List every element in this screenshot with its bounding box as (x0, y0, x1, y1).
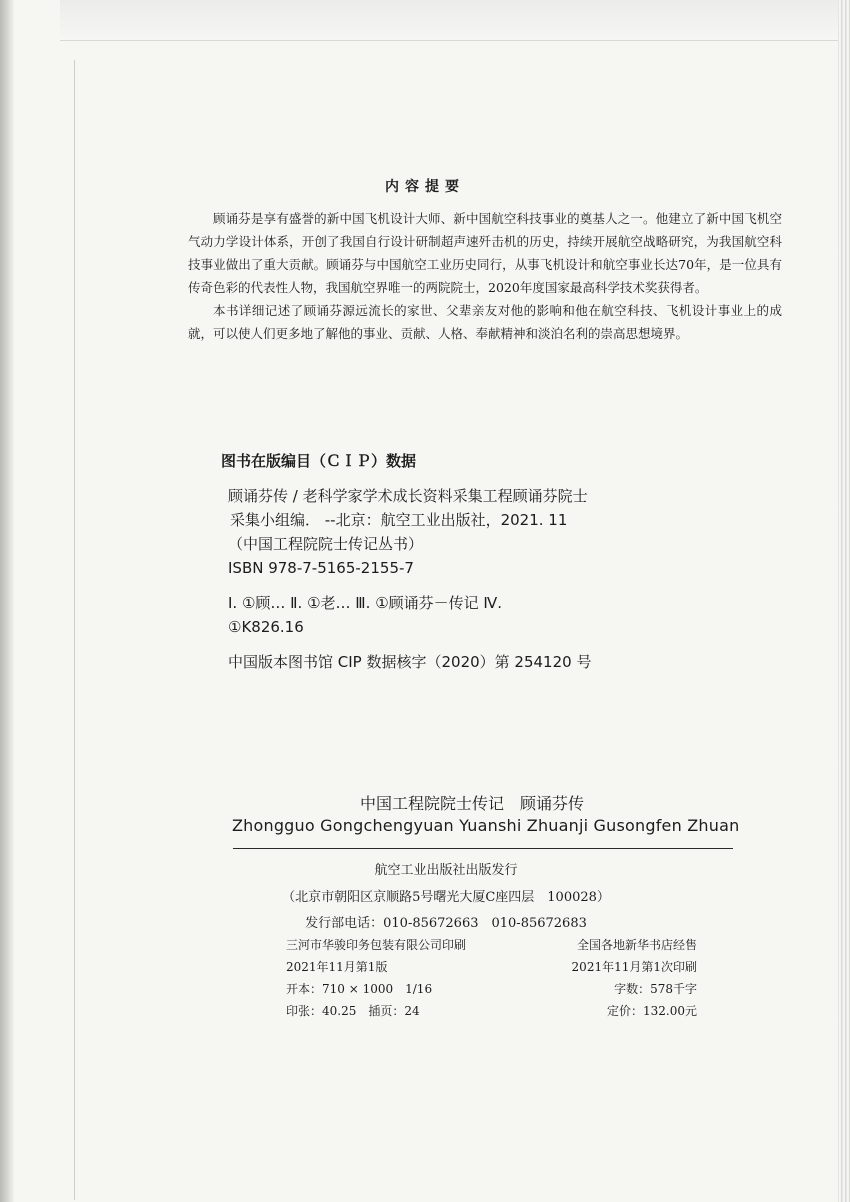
cip-classification: ①K826.16 (228, 618, 304, 636)
colophon-right (540, 934, 697, 1022)
colophon-left (286, 934, 466, 1022)
summary-paragraph: 本书详细记述了顾诵芬源远流长的家世、父辈亲友对他的影响和他在航空科技、飞机设计事业上的成就，可以使人们更多地了解他的事业、贡献、人格、奉献精神和淡泊名利的崇高思想境界。 (188, 303, 782, 341)
cip-line: ISBN 978-7-5165-2155-7 (228, 559, 414, 577)
margin-line (74, 60, 75, 1200)
book-title-en: Zhongguo Gongchengyuan Yuanshi Zhuanji Gusongfen Zhuan (232, 816, 740, 835)
cip-line: 采集小组编． --北京：航空工业出版社，2021. 11 (230, 511, 568, 529)
cip-verification: 中国版本图书馆 CIP 数据核字（2020）第 254120 号 (228, 653, 592, 671)
cip-line: （中国工程院院士传记丛书） (228, 535, 424, 553)
cip-classification: Ⅰ. ①顾… Ⅱ. ①老… Ⅲ. ①顾诵芬－传记 Ⅳ. (228, 594, 503, 612)
colophon-format: 开本：710 × 1000 1/16 (286, 982, 433, 996)
page-stack-edge (838, 0, 850, 1202)
publisher-phone: 发行部电话：010-85672663 010-85672683 (305, 916, 587, 931)
colophon-sheets: 印张：40.25 插页：24 (286, 1004, 420, 1018)
publisher-name: 航空工业出版社出版发行 (374, 863, 518, 878)
summary-paragraph: 顾诵芬是享有盛誉的新中国飞机设计大师、新中国航空科技事业的奠基人之一。他建立了新中国飞机空气动力学设计体系，开创了我国自行设计研制超声速歼击机的历史，持续开展航空战略研究，为我国航空科技事业做出了重大贡献。顾诵芬与中国航空工业历史同行，从事飞机设计和航空事业长达70年，是一位具有传奇色彩的代表性人物，我国航空界唯一的两院院士，2020年度国家最高科学技术奖获得者。 (188, 211, 782, 295)
cip-data (228, 484, 648, 674)
colophon-distributor: 全国各地新华书店经售 (576, 938, 697, 952)
colophon-printer: 三河市华骏印务包装有限公司印刷 (286, 938, 467, 952)
colophon-word-count: 字数：578千字 (614, 982, 697, 996)
summary-heading: 内容提要 (385, 179, 465, 195)
cip-title: 图书在版编目（ＣＩＰ）数据 (221, 452, 417, 470)
summary-text (188, 207, 782, 345)
colophon-printing: 2021年11月第1次印刷 (571, 960, 697, 974)
cip-line: 顾诵芬传 / 老科学家学术成长资料采集工程顾诵芬院士 (228, 487, 588, 505)
colophon-edition: 2021年11月第1版 (286, 960, 388, 974)
book-title-cn: 中国工程院院士传记 顾诵芬传 (360, 794, 585, 813)
divider (233, 848, 733, 849)
publisher-address: （北京市朝阳区京顺路5号曙光大厦C座四层 100028） (282, 890, 610, 905)
colophon-price: 定价：132.00元 (607, 1004, 697, 1018)
page-top-edge (60, 0, 838, 41)
